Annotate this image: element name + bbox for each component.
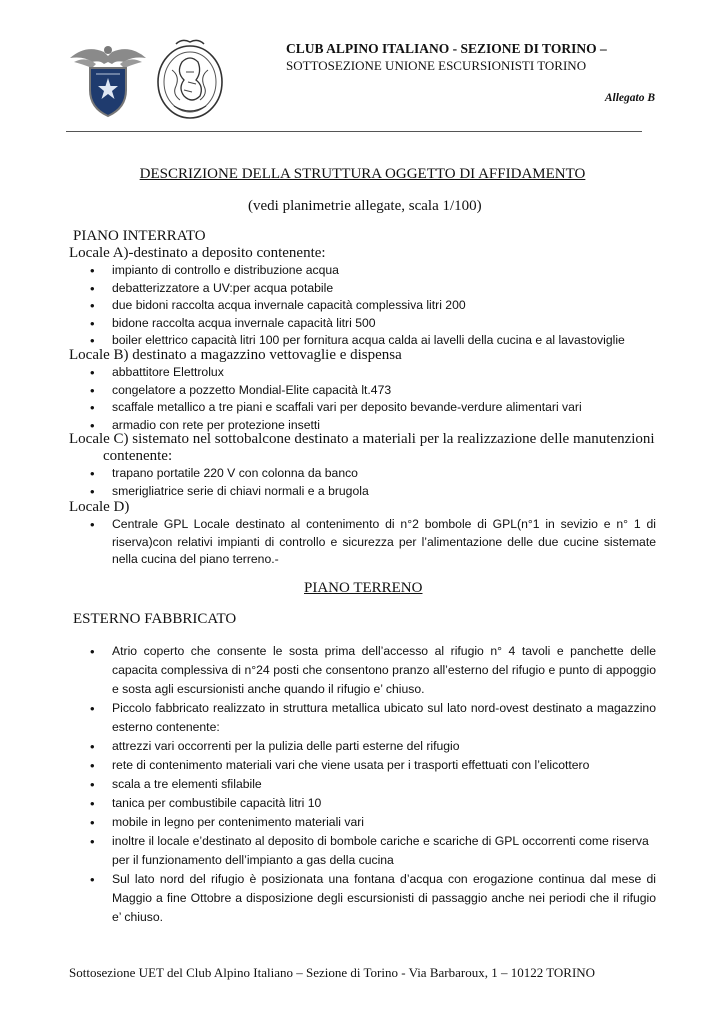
scale-note: (vedi planimetrie allegate, scala 1/100)	[248, 198, 482, 214]
header-divider	[66, 131, 642, 132]
list-item: • mobile in legno per contenimento materiali vari	[86, 813, 656, 832]
locale-b-title: Locale B) destinato a magazzino vettovaglie e dispensa	[69, 347, 402, 363]
org-subtitle: SOTTOSEZIONE UNIONE ESCURSIONISTI TORINO	[286, 58, 587, 73]
list-item: • Atrio coperto che consente le sosta prima dell’accesso al rifugio n° 4 tavoli e panchette delle capacita complessiva di n°24 posti che consentono pranzo all’esterno del rifugio e punto di appoggio e sosta agli escursionisti anche quando il rifugio e’ chiuso.	[86, 642, 656, 699]
list-item: • bidone raccolta acqua invernale capacità litri 500	[86, 315, 666, 333]
locale-b-list	[86, 364, 666, 434]
section-heading-terreno: PIANO TERRENO	[304, 580, 423, 596]
esterno-list	[86, 642, 656, 927]
list-item: • abbattitore Elettrolux	[86, 364, 666, 382]
locale-d-list	[86, 516, 656, 569]
section-heading-interrato: PIANO INTERRATO	[73, 228, 206, 244]
list-item: • scaffale metallico a tre piani e scaffali vari per deposito bevande-verdure alimentari vari	[86, 399, 666, 417]
allegato-label: Allegato B	[604, 92, 655, 104]
list-item: • rete di contenimento materiali vari che viene usata per i trasporti effettuati con l’elicottero	[86, 756, 656, 775]
list-item: • inoltre il locale e’destinato al deposito di bombole cariche e scariche di GPL occorrenti come riserva per il funzionamento dell’impianto a gas della cucina	[86, 832, 656, 870]
list-item: • boiler elettrico capacità litri 100 per fornitura acqua calda ai lavelli della cucina e al lavastoviglie	[86, 332, 666, 350]
list-item: • due bidoni raccolta acqua invernale capacità complessiva litri 200	[86, 297, 666, 315]
locale-c-title-continued: contenente:	[103, 448, 173, 464]
list-item: • debatterizzatore a UV:per acqua potabile	[86, 280, 666, 298]
locale-c-title: Locale C) sistemato nel sottobalcone destinato a materiali per la realizzazione delle manutenzioni	[69, 431, 655, 447]
locale-c-list	[86, 465, 666, 500]
cai-eagle-logo	[66, 38, 150, 120]
list-item: • Centrale GPL Locale destinato al contenimento di n°2 bombole di GPL(n°1 in sevizio e n° 1 di riserva)con relativi impianti di controllo e sicurezza per l’alimentazione delle due cucine sistemate nella cucina del piano terreno.-	[86, 516, 656, 569]
list-item: • smerigliatrice serie di chiavi normali e a brugola	[86, 483, 666, 501]
list-item: • scala a tre elementi sfilabile	[86, 775, 656, 794]
list-item: • Piccolo fabbricato realizzato in struttura metallica ubicato sul lato nord-ovest destinato a magazzino esterno contenente:	[86, 699, 656, 737]
locale-d-title: Locale D)	[69, 499, 130, 515]
document-title: DESCRIZIONE DELLA STRUTTURA OGGETTO DI AFFIDAMENTO	[139, 166, 586, 182]
list-item: • tanica per combustibile capacità litri 10	[86, 794, 656, 813]
esterno-heading: ESTERNO FABBRICATO	[73, 611, 237, 627]
org-title: CLUB ALPINO ITALIANO - SEZIONE DI TORINO –	[286, 41, 607, 56]
list-item: • attrezzi vari occorrenti per la pulizia delle parti esterne del rifugio	[86, 737, 656, 756]
locale-a-title: Locale A)-destinato a deposito contenente:	[69, 245, 326, 261]
page-footer: Sottosezione UET del Club Alpino Italiano – Sezione di Torino - Via Barbaroux, 1 – 10122 TORINO	[69, 965, 596, 980]
list-item: • congelatore a pozzetto Mondial-Elite capacità lt.473	[86, 382, 666, 400]
uet-seal-logo	[152, 36, 228, 122]
list-item: • trapano portatile 220 V con colonna da banco	[86, 465, 666, 483]
list-item: • Sul lato nord del rifugio è posizionata una fontana d’acqua con erogazione continua dal mese di Maggio a fine Ottobre a disposizione degli escursionisti di passaggio anche nei periodi che il rifugio e’ chiuso.	[86, 870, 656, 927]
list-item: • impianto di controllo e distribuzione acqua	[86, 262, 666, 280]
list-item: • armadio con rete per protezione insetti	[86, 417, 666, 435]
locale-a-list	[86, 262, 666, 350]
